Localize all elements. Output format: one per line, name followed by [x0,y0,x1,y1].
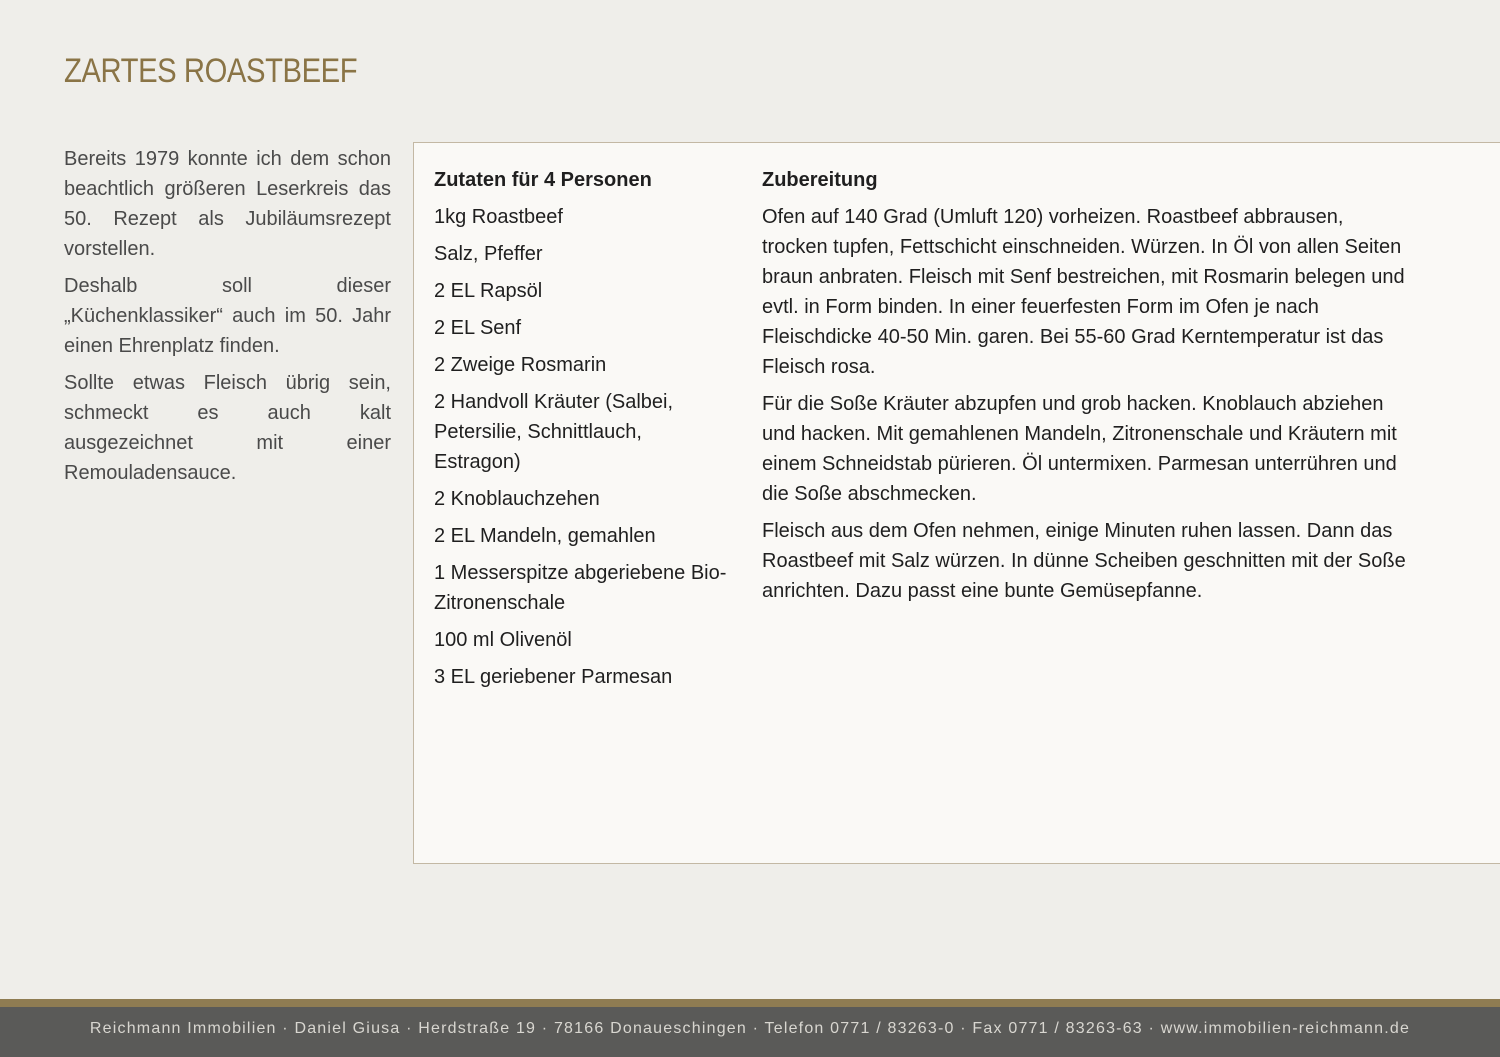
ingredients-section [434,165,734,699]
intro-text [64,144,391,495]
ingredient-item: 1kg Roastbeef [434,206,563,228]
footer-divider [0,999,1500,1007]
page-title: ZARTES ROASTBEEF [64,52,358,90]
intro-paragraph: Bereits 1979 konnte ich dem schon beachtlich größeren Leserkreis das 50. Rezept als Jubiläumsrezept vorstellen. [64,148,391,260]
ingredient-item: 2 EL Senf [434,317,522,339]
ingredient-item: 1 Messerspitze abgeriebene Bio-Zitronenschale [434,562,727,614]
ingredient-item: 2 Knoblauchzehen [434,488,600,510]
preparation-heading: Zubereitung [762,169,878,191]
ingredient-item: 2 EL Mandeln, gemahlen [434,525,656,547]
intro-paragraph: Sollte etwas Fleisch übrig sein, schmeckt es auch kalt ausgezeichnet mit einer Remouladensauce. [64,372,391,484]
intro-paragraph: Deshalb soll dieser „Küchenklassiker“ auch im 50. Jahr einen Ehrenplatz finden. [64,275,391,357]
preparation-paragraph: Fleisch aus dem Ofen nehmen, einige Minuten ruhen lassen. Dann das Roastbeef mit Salz würzen. In dünne Scheiben geschnitten mit der Soße anrichten. Dazu passt eine bunte Gemüsepfanne. [762,520,1406,602]
recipe-box [413,142,1500,864]
preparation-section [762,165,1407,613]
footer [0,1007,1500,1057]
preparation-paragraph: Für die Soße Kräuter abzupfen und grob hacken. Knoblauch abziehen und hacken. Mit gemahlenen Mandeln, Zitronenschale und Kräutern mit einem Schneidstab pürieren. Öl untermixen. Parmesan unterrühren und die Soße abschmecken. [762,393,1397,505]
ingredient-item: 2 EL Rapsöl [434,280,543,302]
ingredient-item: Salz, Pfeffer [434,243,543,265]
ingredient-item: 100 ml Olivenöl [434,629,572,651]
footer-contact-text: Reichmann Immobilien · Daniel Giusa · Herdstraße 19 · 78166 Donaueschingen · Telefon 0771 / 83263-0 · Fax 0771 / 83263-63 · www.immobilien-reichmann.de [89,1020,1411,1037]
ingredients-list [434,202,734,692]
preparation-paragraph: Ofen auf 140 Grad (Umluft 120) vorheizen. Roastbeef abbrausen, trocken tupfen, Fettschicht einschneiden. Würzen. In Öl von allen Seiten braun anbraten. Fleisch mit Senf bestreichen, mit Rosmarin belegen und evtl. in Form binden. In einer feuerfesten Form im Ofen je nach Fleischdicke 40-50 Min. garen. Bei 55-60 Grad Kerntemperatur ist das Fleisch rosa. [762,206,1405,378]
ingredient-item: 2 Zweige Rosmarin [434,354,607,376]
ingredients-heading: Zutaten für 4 Personen [434,169,652,191]
ingredient-item: 2 Handvoll Kräuter (Salbei, Petersilie, Schnittlauch, Estragon) [434,391,674,473]
ingredient-item: 3 EL geriebener Parmesan [434,666,673,688]
